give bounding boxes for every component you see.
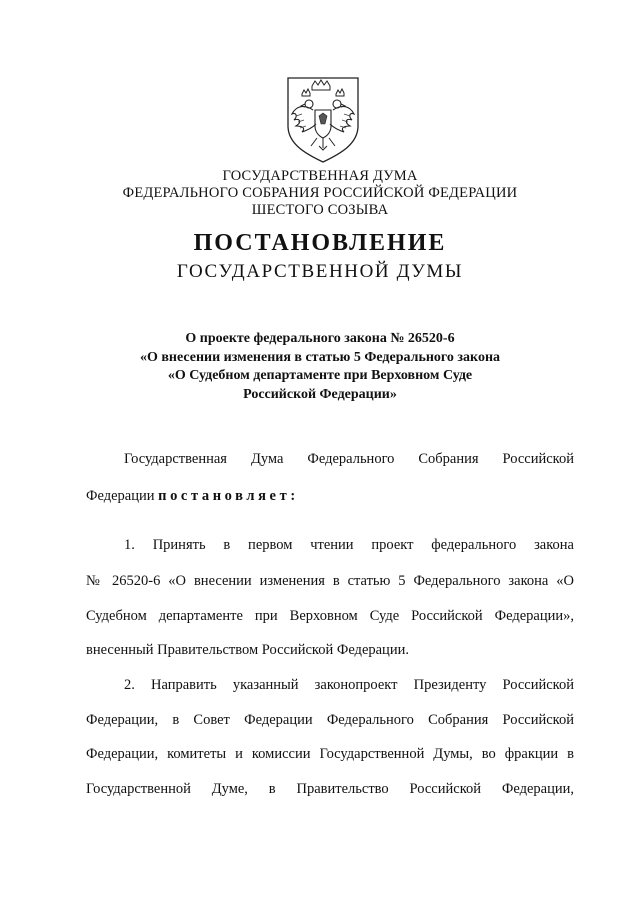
subject-line-2: «О внесении изменения в статью 5 Федерального закона xyxy=(139,349,501,365)
subject-line-1: О проекте федерального закона № 26520-6 xyxy=(185,331,455,346)
item1-line-1: 1. Принять в первом чтении проект федерального закона xyxy=(124,537,574,553)
preamble-line-2 xyxy=(86,487,574,505)
item1-line-3: Судебном департаменте при Верховном Суде Российской Федерации», xyxy=(86,608,574,624)
item2-line-4: Государственной Думе, в Правительство Российской Федерации, xyxy=(86,781,574,797)
header-line-2: ФЕДЕРАЛЬНОГО СОБРАНИЯ РОССИЙСКОЙ ФЕДЕРАЦИИ xyxy=(122,185,518,201)
item2-line-1: 2. Направить указанный законопроект Президенту Российской xyxy=(124,677,574,693)
state-emblem-icon xyxy=(282,74,364,166)
subject-line-4: Российской Федерации» xyxy=(243,387,397,403)
preamble-line-1: Государственная Дума Федерального Собрания Российской xyxy=(124,451,574,467)
item2-line-3: Федерации, комитеты и комиссии Государственной Думы, во фракции в xyxy=(86,746,574,762)
subject-line-3: «О Судебном департаменте при Верховном Суде xyxy=(167,368,473,384)
resolves-keyword: постановляет: xyxy=(158,488,299,504)
item1-line-4: внесенный Правительством Российской Федерации. xyxy=(86,642,409,658)
header-line-1: ГОСУДАРСТВЕННАЯ ДУМА xyxy=(222,168,418,184)
item2-line-2: Федерации, в Совет Федерации Федерального Собрания Российской xyxy=(86,712,574,728)
issuer-header xyxy=(0,168,640,219)
document-type-title: ПОСТАНОВЛЕНИЕ xyxy=(193,230,447,256)
header-line-3: ШЕСТОГО СОЗЫВА xyxy=(251,202,389,218)
item1-line-2: № 26520-6 «О внесении изменения в статью 5 Федерального закона «О xyxy=(86,573,574,589)
preamble-text: Федерации xyxy=(86,488,155,504)
document-issuer-title: ГОСУДАРСТВЕННОЙ ДУМЫ xyxy=(176,261,464,282)
document-subject xyxy=(100,330,540,405)
